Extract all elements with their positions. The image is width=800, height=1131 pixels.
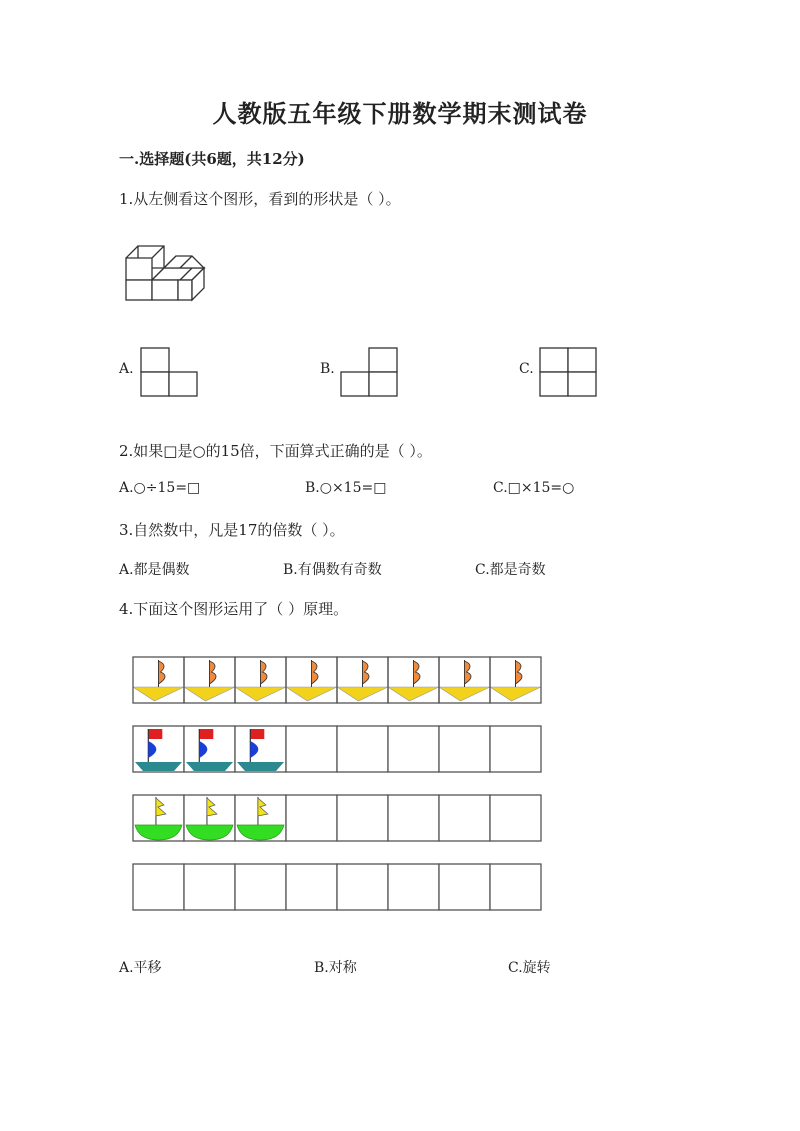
option-b-shape	[340, 347, 398, 397]
flag-icon	[210, 661, 217, 684]
pattern-cell	[235, 795, 286, 841]
pattern-cell	[490, 657, 541, 703]
boat-hull-icon	[135, 762, 182, 771]
page-title: 人教版五年级下册数学期末测试卷	[212, 99, 588, 128]
question-3-option-b[interactable]: B.有偶数有奇数	[283, 562, 382, 578]
question-1-stem: 1.从左侧看这个图形，看到的形状是（ ）。	[119, 190, 401, 208]
pattern-cell	[388, 726, 439, 772]
flag-icon	[148, 729, 162, 739]
question-4-option-b[interactable]: B.对称	[314, 960, 357, 976]
pattern-cell	[337, 864, 388, 910]
question-4-option-c[interactable]: C.旋转	[508, 960, 551, 976]
boat-hull-icon	[237, 762, 284, 771]
pattern-cell	[184, 657, 235, 703]
question-2-option-b[interactable]: B.○×15=□	[305, 480, 387, 496]
question-3-option-a[interactable]: A.都是偶数	[119, 562, 190, 578]
boat-hull-icon	[286, 687, 337, 701]
pattern-cell	[439, 726, 490, 772]
flag-icon	[250, 729, 264, 739]
question-2-stem: 2.如果□是○的15倍，下面算式正确的是（ ）。	[119, 442, 432, 460]
boat-hull-icon	[490, 687, 541, 701]
pattern-cell	[184, 795, 235, 841]
pattern-cell	[235, 726, 286, 772]
pattern-cell	[133, 864, 184, 910]
flag-icon	[516, 661, 523, 684]
boat-hull-icon	[186, 762, 233, 771]
pattern-cell	[133, 795, 184, 841]
flag-icon	[363, 661, 370, 684]
pattern-cell	[439, 864, 490, 910]
flag-icon	[465, 661, 472, 684]
question-2-option-a[interactable]: A.○÷15=□	[119, 480, 201, 496]
pattern-cell	[490, 864, 541, 910]
pattern-cell	[184, 864, 235, 910]
section-heading: 一.选择题(共6题，共12分)	[119, 150, 305, 168]
option-a-shape	[140, 347, 198, 397]
boat-hull-icon	[388, 687, 439, 701]
pattern-cell	[286, 795, 337, 841]
pattern-cell	[286, 657, 337, 703]
boat-hull-icon	[235, 687, 286, 701]
question-1-cube-figure	[124, 244, 206, 302]
pattern-cell	[286, 726, 337, 772]
question-1-option-c[interactable]: C.	[519, 361, 534, 377]
pattern-cell	[388, 657, 439, 703]
flag-icon	[414, 661, 421, 684]
question-4-stem: 4.下面这个图形运用了（ ）原理。	[119, 600, 349, 618]
pattern-cell	[337, 657, 388, 703]
pattern-cell	[490, 726, 541, 772]
question-4-option-a[interactable]: A.平移	[119, 960, 162, 976]
boat-hull-icon	[439, 687, 490, 701]
question-2-option-c[interactable]: C.□×15=○	[493, 480, 575, 496]
question-1-option-b[interactable]: B.	[320, 361, 335, 377]
boat-hull-icon	[337, 687, 388, 701]
pattern-cell	[235, 657, 286, 703]
pattern-cell	[388, 864, 439, 910]
option-c-shape	[539, 347, 597, 397]
pattern-cell	[439, 657, 490, 703]
question-1-option-a[interactable]: A.	[119, 361, 134, 377]
pattern-cell	[337, 795, 388, 841]
pattern-cell	[184, 726, 235, 772]
flag-icon	[159, 661, 166, 684]
question-3-option-c[interactable]: C.都是奇数	[475, 562, 546, 578]
pattern-cell	[286, 864, 337, 910]
boat-hull-icon	[184, 687, 235, 701]
pattern-cell	[490, 795, 541, 841]
boat-hull-icon	[133, 687, 184, 701]
pattern-cell	[133, 726, 184, 772]
flag-icon	[312, 661, 319, 684]
flag-icon	[199, 729, 213, 739]
flag-icon	[261, 661, 268, 684]
pattern-cell	[337, 726, 388, 772]
boat-pattern-grid	[132, 656, 544, 912]
question-3-stem: 3.自然数中，凡是17的倍数（ ）。	[119, 521, 345, 539]
pattern-cell	[439, 795, 490, 841]
pattern-cell	[235, 864, 286, 910]
pattern-cell	[133, 657, 184, 703]
pattern-cell	[388, 795, 439, 841]
